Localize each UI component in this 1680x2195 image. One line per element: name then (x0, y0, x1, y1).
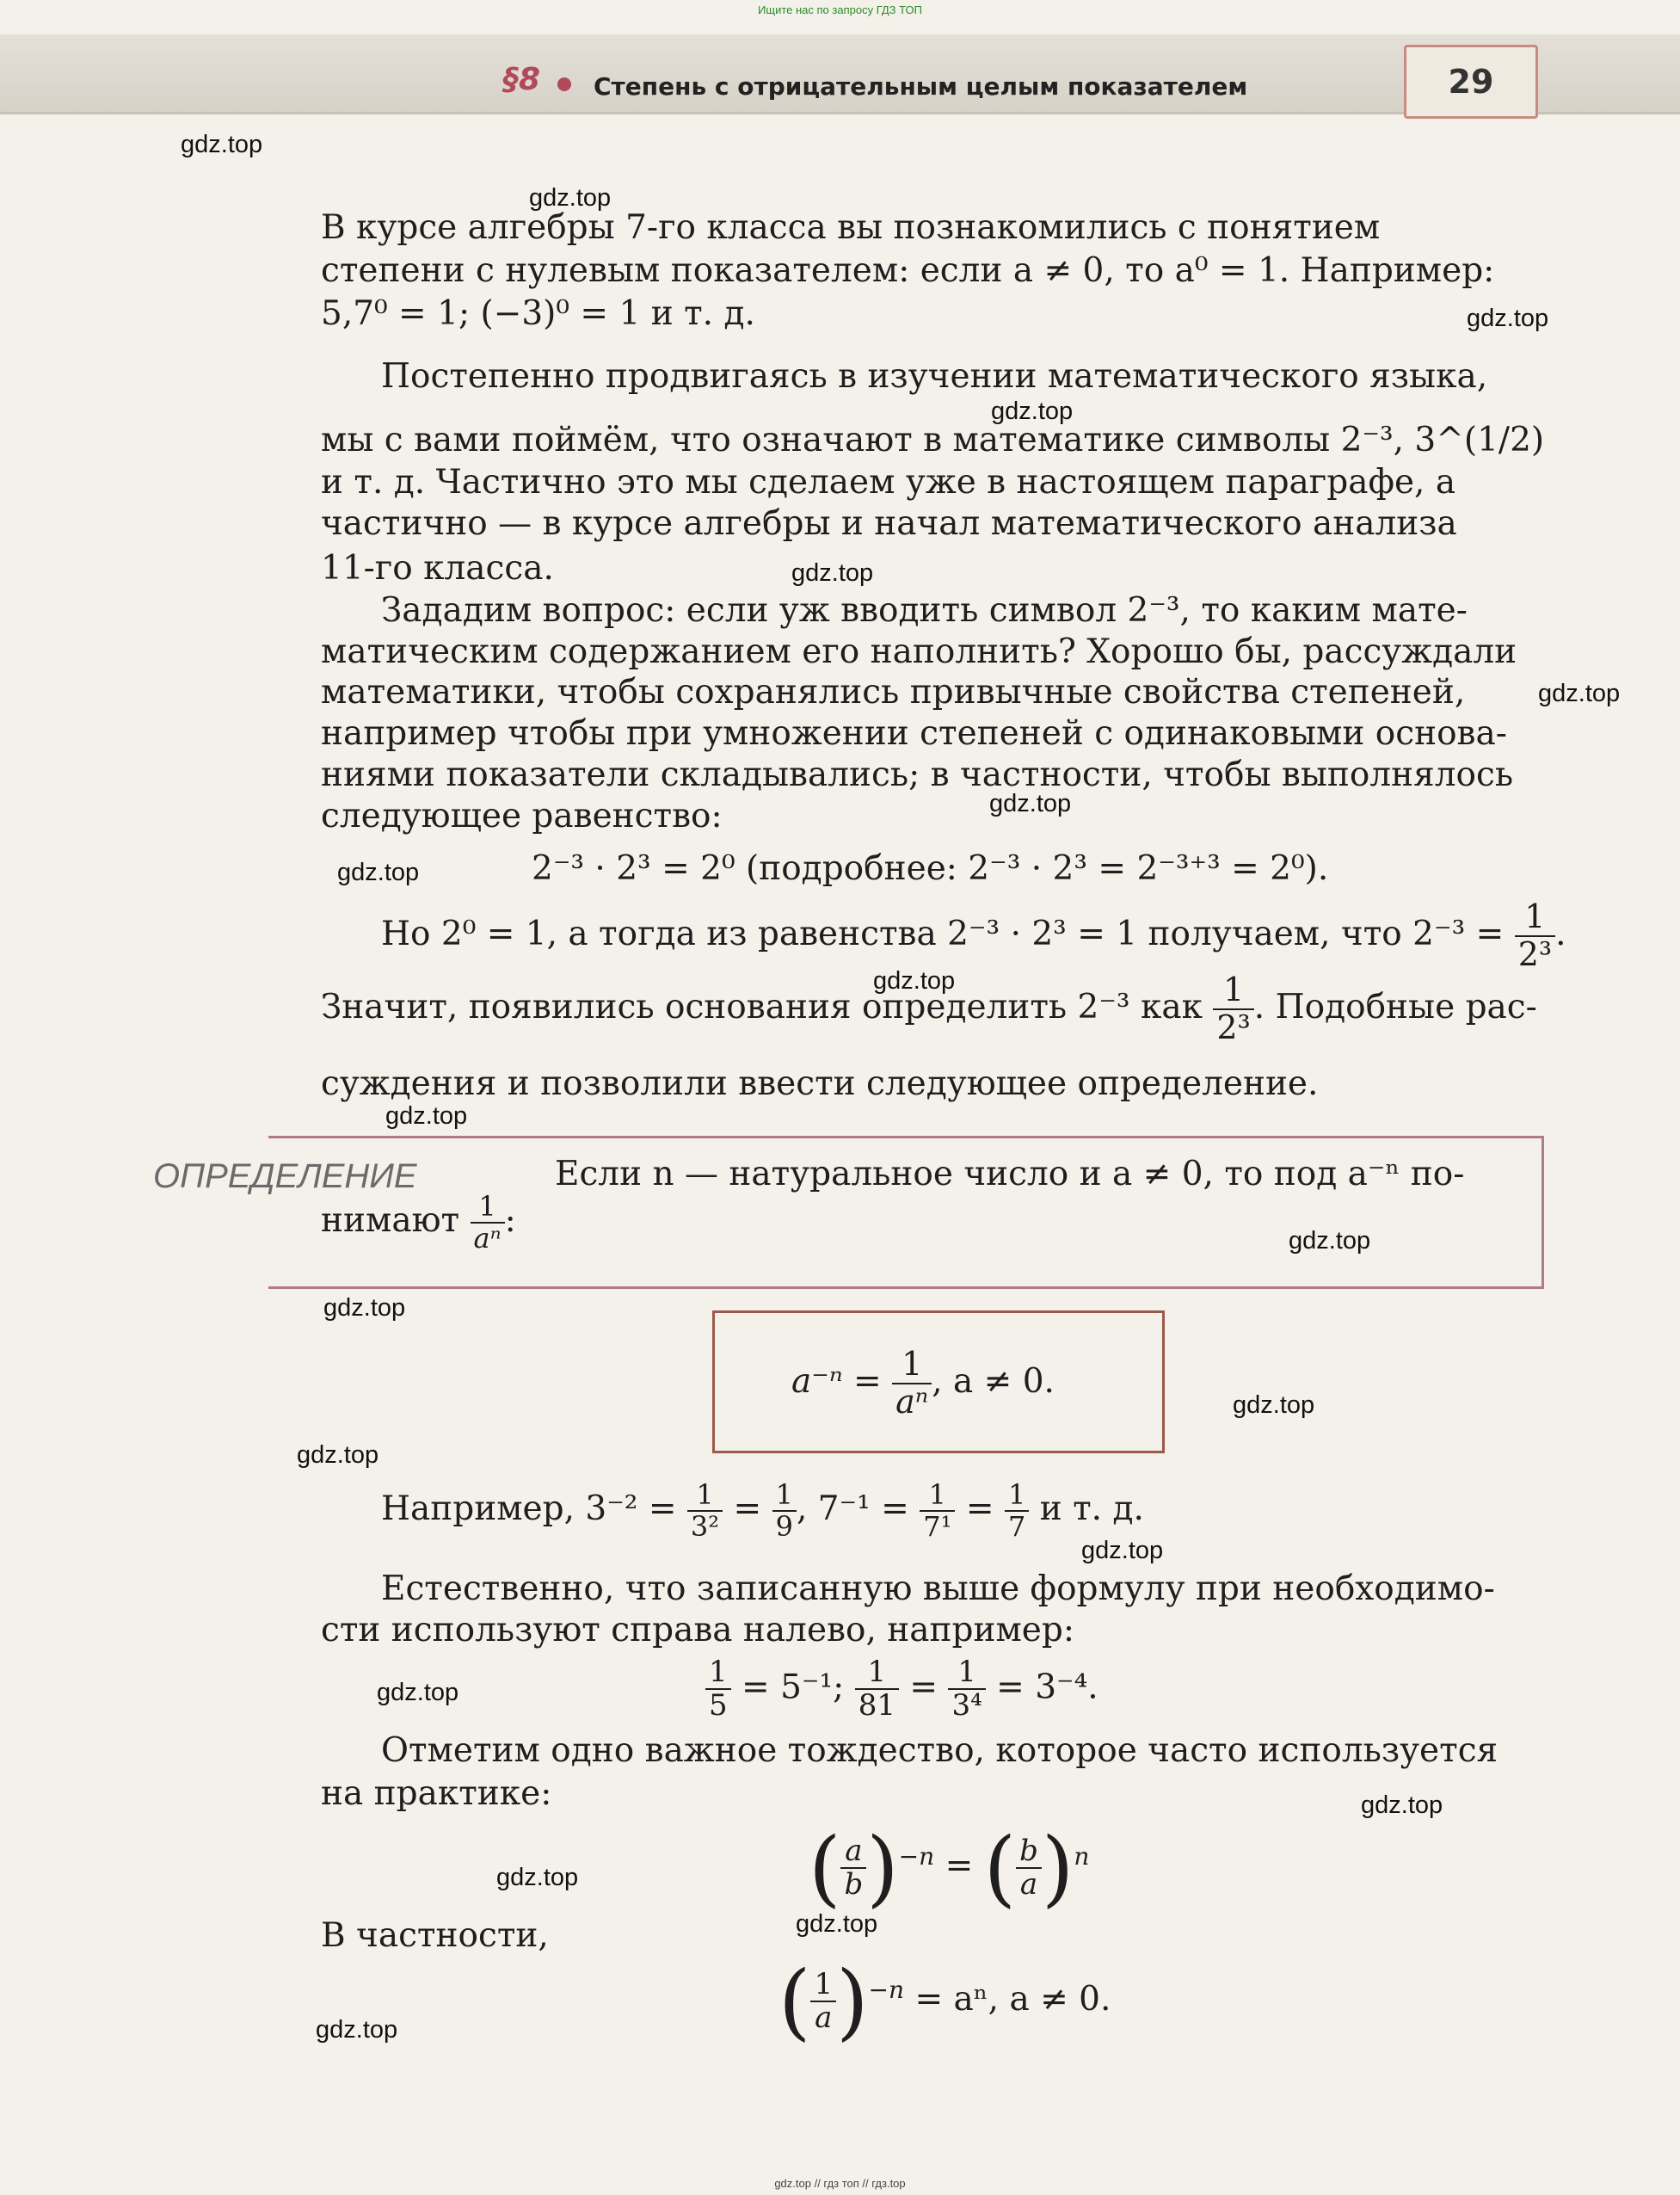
fraction-numerator: 1 (1213, 972, 1253, 1010)
fraction-denominator: 3⁴ (951, 1688, 982, 1723)
watermark: gdz.top (529, 184, 612, 212)
fraction-numerator: 1 (810, 1969, 836, 2002)
fraction-numerator: 1 (920, 1480, 955, 1512)
fraction-denominator: a (1019, 1867, 1038, 1902)
fraction-numerator: 1 (1515, 899, 1555, 937)
text-fragment: Значит, появились основания определить 2⁻³ как (321, 987, 1203, 1027)
text-line: Постепенно продвигаясь в изучении математического языка, (381, 357, 1488, 396)
text-line: на практике: (321, 1774, 552, 1813)
text-line: следующее равенство: (321, 797, 723, 835)
watermark: gdz.top (991, 398, 1074, 425)
fraction-denominator: 2³ (1517, 934, 1553, 973)
fraction-denominator: 2³ (1216, 1008, 1251, 1046)
fraction-denominator: aⁿ (895, 1382, 929, 1421)
example-line (381, 1480, 1144, 1542)
fraction-denominator: 81 (858, 1688, 895, 1723)
paren: ) (836, 1953, 869, 2050)
fraction (772, 1480, 797, 1542)
fraction (471, 1192, 505, 1254)
fraction-numerator: 1 (687, 1480, 723, 1512)
text-line: В частности, (321, 1916, 549, 1955)
text-line: Отметим одно важное тождество, которое часто используется (381, 1731, 1498, 1770)
watermark: gdz.top (337, 859, 420, 886)
watermark: gdz.top (297, 1441, 379, 1469)
watermark: gdz.top (989, 790, 1072, 817)
watermark: gdz.top (1081, 1537, 1164, 1564)
definition-text: Если n — натуральное число и a ≠ 0, то под a⁻ⁿ по- (555, 1155, 1465, 1193)
section-number: §8 (503, 62, 541, 97)
text-fragment: Например, 3⁻² = (381, 1489, 677, 1529)
text-line: частично — в курсе алгебры и начал математического анализа (321, 504, 1457, 543)
watermark: gdz.top (791, 559, 874, 587)
fraction-denominator: 5 (709, 1688, 728, 1723)
text-line: 5,7⁰ = 1; (−3)⁰ = 1 и т. д. (321, 294, 755, 333)
watermark: gdz.top (796, 1910, 878, 1938)
text-line: Естественно, что записанную выше формулу при необходимо- (381, 1569, 1495, 1608)
exponent: −n (898, 1842, 935, 1871)
text-line: ниями показатели складывались; в частности, чтобы выполнялось (321, 755, 1514, 794)
text-line: математики, чтобы сохранялись привычные свойства степеней, (321, 673, 1466, 712)
paren: ) (1041, 1820, 1074, 1916)
text-fragment: : (504, 1201, 516, 1241)
watermark: gdz.top (316, 2016, 398, 2044)
fraction (855, 1656, 899, 1723)
fraction (810, 1966, 836, 2035)
text-line: матическим содержанием его наполнить? Хорошо бы, рассуждали (321, 632, 1517, 671)
formula (791, 1347, 1055, 1421)
text-fragment: . (1555, 914, 1566, 953)
fraction (1016, 1835, 1042, 1902)
section-title: Степень с отрицательным целым показателем (594, 72, 1248, 101)
watermark: gdz.top (1538, 680, 1621, 707)
text-fragment: . Подобные рас- (1253, 987, 1537, 1027)
fraction-numerator: 1 (772, 1480, 797, 1512)
text-fragment: = 3⁻⁴. (996, 1668, 1098, 1707)
paren: ( (809, 1820, 841, 1916)
text-line: суждения и позволили ввести следующее определение. (321, 1064, 1319, 1103)
fraction-numerator: 1 (1005, 1480, 1029, 1512)
fraction-denominator: b (844, 1867, 864, 1902)
fraction-denominator: 9 (775, 1510, 793, 1544)
fraction-numerator: b (1016, 1835, 1042, 1869)
fraction-denominator: aⁿ (473, 1222, 502, 1255)
text-fragment: , 7⁻¹ = (796, 1489, 909, 1529)
text-line (381, 899, 1566, 973)
text-line: В курсе алгебры 7-го класса вы познакомились с понятием (321, 208, 1381, 247)
fraction-denominator: 7 (1007, 1510, 1026, 1544)
fraction-numerator: 1 (471, 1192, 505, 1224)
bullet-icon (557, 77, 571, 91)
fraction (705, 1656, 731, 1723)
page-number: 29 (1404, 45, 1538, 119)
identity (809, 1820, 1089, 1916)
text-fragment: = (733, 1489, 762, 1529)
fraction (892, 1347, 932, 1421)
text-fragment: = (965, 1489, 994, 1529)
fraction (687, 1480, 723, 1542)
text-fragment: и т. д. (1039, 1489, 1144, 1529)
fraction (920, 1480, 955, 1542)
formula-rhs: , a ≠ 0. (932, 1361, 1055, 1401)
definition-label: ОПРЕДЕЛЕНИЕ (153, 1157, 417, 1195)
text-fragment: = aⁿ, a ≠ 0. (914, 1980, 1111, 2019)
identity (778, 1953, 1111, 2050)
paren: ) (866, 1820, 899, 1916)
watermark: gdz.top (377, 1679, 459, 1706)
text-fragment: = (945, 1847, 974, 1885)
fraction (840, 1835, 866, 1902)
watermark: gdz.top (1289, 1227, 1371, 1255)
formula-lhs: a⁻ⁿ = (791, 1361, 882, 1401)
text-line: сти используют справа налево, например: (321, 1611, 1074, 1649)
fraction-numerator: 1 (855, 1656, 899, 1690)
fraction-denominator: 3² (690, 1510, 720, 1544)
text-line: Зададим вопрос: если уж вводить символ 2⁻³, то каким мате- (381, 591, 1468, 630)
watermark: gdz.top (385, 1102, 468, 1130)
fraction-denominator: a (815, 2001, 833, 2035)
text-line: например чтобы при умножении степеней с одинаковыми основа- (321, 714, 1507, 753)
footer: gdz.top // гдз топ // гдз.top (774, 2177, 906, 2190)
text-fragment: Но 2⁰ = 1, а тогда из равенства 2⁻³ · 2³ = 1 получаем, что 2⁻³ = (381, 914, 1505, 953)
watermark: gdz.top (496, 1864, 579, 1891)
fraction (1005, 1480, 1029, 1542)
watermark: gdz.top (1467, 305, 1549, 332)
paren: ( (983, 1820, 1017, 1916)
exponent: −n (868, 1976, 905, 2004)
text-fragment: нимают (321, 1201, 460, 1241)
exponent: n (1074, 1842, 1090, 1871)
paren: ( (778, 1953, 811, 2050)
text-line: степени с нулевым показателем: если a ≠ 0, то a⁰ = 1. Например: (321, 251, 1495, 290)
fraction (1515, 899, 1555, 973)
text-line: мы с вами поймём, что означают в математике символы 2⁻³, 3^(1/2) (321, 421, 1545, 459)
equation (705, 1656, 1098, 1723)
text-line: 11-го класса. (321, 549, 554, 588)
text-line: и т. д. Частично это мы сделаем уже в настоящем параграфе, а (321, 463, 1456, 502)
text-fragment: = 5⁻¹; (742, 1668, 845, 1707)
fraction (1213, 972, 1253, 1046)
watermark: gdz.top (181, 131, 263, 158)
fraction-numerator: 1 (948, 1656, 985, 1690)
watermark: gdz.top (873, 967, 956, 995)
fraction-numerator: 1 (705, 1656, 731, 1690)
watermark: gdz.top (1233, 1391, 1315, 1419)
watermark: gdz.top (323, 1294, 406, 1322)
top-note: Ищите нас по запросу ГДЗ ТОП (758, 3, 922, 16)
fraction-denominator: 7¹ (923, 1510, 952, 1544)
fraction (948, 1656, 985, 1723)
equation: 2⁻³ · 2³ = 2⁰ (подробнее: 2⁻³ · 2³ = 2⁻³⁺³ = 2⁰). (532, 849, 1329, 888)
watermark: gdz.top (1361, 1791, 1443, 1819)
fraction-numerator: 1 (892, 1347, 932, 1384)
text-fragment: = (909, 1668, 938, 1707)
fraction-numerator: a (840, 1835, 866, 1869)
definition-text (321, 1192, 516, 1254)
